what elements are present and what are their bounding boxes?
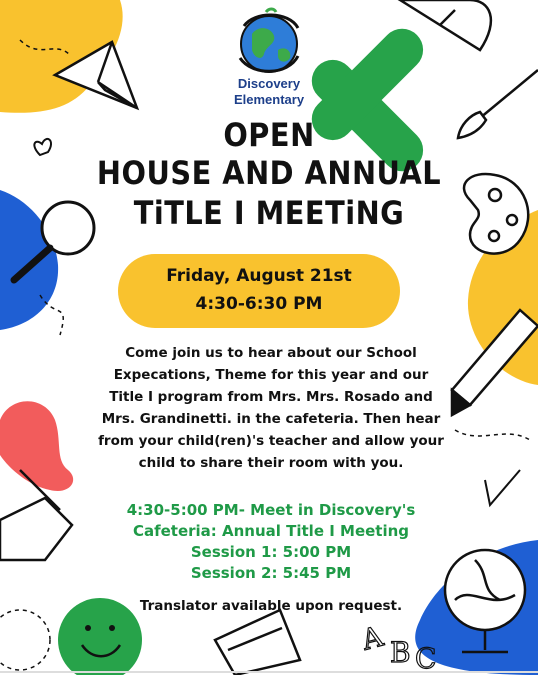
check-mark-icon xyxy=(485,470,520,505)
notebook-icon xyxy=(215,610,300,675)
schedule-line-1: 4:30-5:00 PM- Meet in Discovery's xyxy=(126,501,416,519)
schedule-line-3: Session 1: 5:00 PM xyxy=(190,543,352,561)
decor-letter-a: A xyxy=(358,619,387,657)
event-description: Come join us to hear about our School Expecations, Theme for this year and our Title I program from Mrs. Mrs. Rosado and Mrs. Grandinetti. in the cafeteria. Then hear from your child(ren)'s teacher and allow your child to share their room with you. xyxy=(98,345,444,471)
logo-line-2: Elementary xyxy=(233,92,305,107)
title-line-2: HOUSE AND ANNUAL xyxy=(96,154,442,192)
paint-brush-icon xyxy=(458,70,538,138)
schedule-line-2: Cafeteria: Annual Title I Meeting xyxy=(132,522,410,540)
event-date: Friday, August 21st xyxy=(166,266,352,286)
heart-icon xyxy=(34,139,51,155)
title-line-3: TiTLE I MEETiNG xyxy=(133,194,405,232)
schedule-line-4: Session 2: 5:45 PM xyxy=(190,564,352,582)
red-blob-left xyxy=(0,401,73,491)
event-time: 4:30-6:30 PM xyxy=(195,294,323,314)
palette-icon xyxy=(464,174,528,254)
translator-note: Translator available upon request. xyxy=(139,598,403,614)
globe-icon xyxy=(214,6,324,78)
decor-letter-c: C xyxy=(415,642,437,675)
decor-letter-b: B xyxy=(390,636,411,669)
schedule-block xyxy=(96,500,446,584)
title-line-1: OPEN xyxy=(223,116,315,154)
school-logo xyxy=(214,6,324,114)
logo-line-1: Discovery xyxy=(237,76,301,91)
